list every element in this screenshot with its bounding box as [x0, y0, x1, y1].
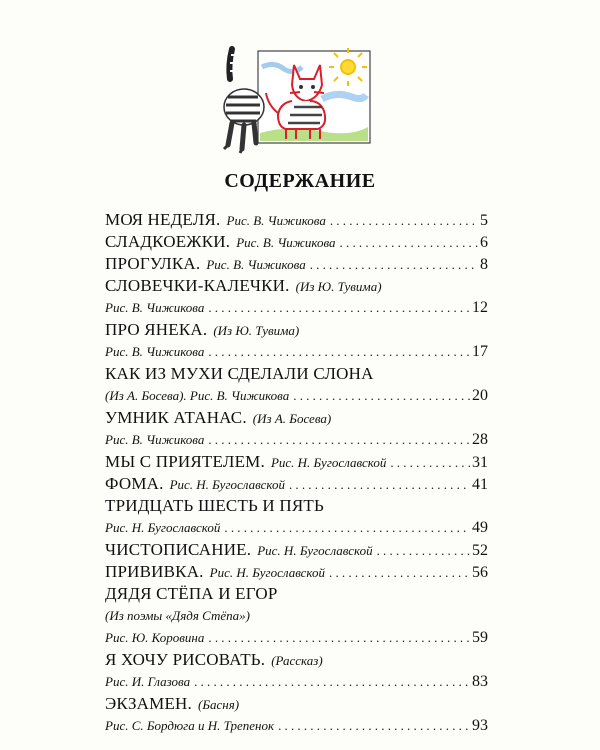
- entry-credit: Рис. Н. Бугославской: [169, 477, 285, 492]
- dot-leader: [194, 671, 470, 693]
- entry-subline: Рис. С. Бордюга и Н. Трепенок: [105, 718, 275, 733]
- entry-title: ПРО ЯНЕКА.: [105, 320, 208, 339]
- entry-title: ЭКЗАМЕН.: [105, 694, 192, 713]
- toc-entry[interactable]: [105, 473, 488, 495]
- toc-line: [105, 231, 488, 253]
- entry-credit: (Из А. Босева): [252, 411, 332, 426]
- toc-entry[interactable]: [105, 693, 488, 737]
- page-number: 20: [472, 387, 488, 404]
- entry-credit: Рис. В. Чижикова: [236, 235, 336, 250]
- entry-subline: Рис. В. Чижикова: [105, 344, 205, 359]
- page-number: 31: [472, 454, 488, 471]
- dot-leader: [390, 452, 470, 473]
- entry-credit: Рис. Н. Бугославской: [257, 543, 373, 558]
- page-number: 93: [472, 717, 488, 734]
- entry-title: ФОМА.: [105, 474, 164, 493]
- entry-title: Я ХОЧУ РИСОВАТЬ.: [105, 650, 266, 669]
- toc-line: [105, 429, 488, 451]
- page-number: 59: [472, 629, 488, 646]
- page-number: 49: [472, 519, 488, 536]
- page-number: 6: [480, 234, 488, 251]
- entry-credit: Рис. В. Чижикова: [206, 257, 306, 272]
- toc-entry[interactable]: [105, 495, 488, 539]
- dot-leader: [224, 517, 470, 539]
- entry-title: СЛАДКОЕЖКИ.: [105, 232, 231, 251]
- toc-line: [105, 275, 488, 297]
- entry-credit: (Из Ю. Тувима): [213, 323, 300, 338]
- entry-credit: (Из Ю. Тувима): [295, 279, 382, 294]
- toc-line: [105, 495, 488, 517]
- entry-title: ПРОГУЛКА.: [105, 254, 201, 273]
- dot-leader: [208, 627, 470, 649]
- toc-line: [105, 583, 488, 605]
- entry-subline: (Из А. Босева). Рис. В. Чижикова: [105, 388, 290, 403]
- entry-subline: Рис. В. Чижикова: [105, 300, 205, 315]
- dot-leader: [330, 210, 478, 231]
- toc-line: [105, 451, 488, 473]
- dot-leader: [208, 297, 470, 319]
- toc-line: [105, 385, 488, 407]
- dot-leader: [289, 474, 470, 495]
- entry-subline: Рис. Ю. Коровина: [105, 630, 205, 645]
- page-number: 12: [472, 299, 488, 316]
- entry-credit: Рис. Н. Бугославской: [270, 455, 387, 470]
- entry-subline: Рис. В. Чижикова: [105, 432, 205, 447]
- entry-title: КАК ИЗ МУХИ СДЕЛАЛИ СЛОНА: [105, 364, 374, 383]
- toc-entry[interactable]: [105, 583, 488, 649]
- page-number: 83: [472, 673, 488, 690]
- page-number: 52: [472, 542, 488, 559]
- toc-line: [105, 561, 488, 583]
- dot-leader: [340, 232, 478, 253]
- dot-leader: [293, 385, 470, 407]
- toc-entry[interactable]: [105, 209, 488, 231]
- toc-line: [105, 605, 488, 627]
- contents-title: СОДЕРЖАНИЕ: [224, 170, 376, 192]
- entry-title: СЛОВЕЧКИ-КАЛЕЧКИ.: [105, 276, 290, 295]
- cat-drawing-illustration: [210, 45, 375, 160]
- entry-title: ДЯДЯ СТЁПА И ЕГОР: [105, 584, 278, 603]
- entry-subline: Рис. И. Глазова: [105, 674, 191, 689]
- entry-credit: Рис. В. Чижикова: [226, 213, 326, 228]
- toc-entry[interactable]: [105, 451, 488, 473]
- toc-entry[interactable]: [105, 561, 488, 583]
- toc-line: [105, 341, 488, 363]
- toc-line: [105, 671, 488, 693]
- entry-subline: Рис. Н. Бугославской: [105, 520, 221, 535]
- toc-line: [105, 715, 488, 737]
- entry-title: МЫ С ПРИЯТЕЛЕМ.: [105, 452, 265, 471]
- toc-line: [105, 363, 488, 385]
- page-number: 5: [480, 212, 488, 229]
- toc-entry[interactable]: [105, 253, 488, 275]
- toc-entry[interactable]: [105, 407, 488, 451]
- toc-line: [105, 649, 488, 671]
- toc-line: [105, 209, 488, 231]
- toc-line: [105, 407, 488, 429]
- toc-line: [105, 473, 488, 495]
- toc-entry[interactable]: [105, 363, 488, 407]
- toc-line: [105, 253, 488, 275]
- entry-credit: (Басня): [197, 697, 240, 712]
- dot-leader: [329, 562, 470, 583]
- entry-credit: Рис. Н. Бугославской: [209, 565, 326, 580]
- page-number: 41: [472, 476, 488, 493]
- toc-entry[interactable]: [105, 539, 488, 561]
- toc-line: [105, 297, 488, 319]
- table-of-contents: [105, 209, 488, 737]
- dot-leader: [208, 341, 470, 363]
- toc-entry[interactable]: [105, 231, 488, 253]
- page-number: 28: [472, 431, 488, 448]
- page-number: 56: [472, 564, 488, 581]
- entry-title: УМНИК АТАНАС.: [105, 408, 247, 427]
- dot-leader: [278, 715, 470, 737]
- page-number: 8: [480, 256, 488, 273]
- entry-credit: (Рассказ): [271, 653, 323, 668]
- toc-line: [105, 693, 488, 715]
- toc-line: [105, 539, 488, 561]
- dot-leader: [310, 254, 478, 275]
- entry-title: ТРИДЦАТЬ ШЕСТЬ И ПЯТЬ: [105, 496, 324, 515]
- entry-title: ЧИСТОПИСАНИЕ.: [105, 540, 252, 559]
- toc-entry[interactable]: [105, 319, 488, 363]
- toc-line: [105, 517, 488, 539]
- dot-leader: [208, 429, 470, 451]
- toc-entry[interactable]: [105, 275, 488, 319]
- toc-line: [105, 627, 488, 649]
- entry-title: ПРИВИВКА.: [105, 562, 204, 581]
- dot-leader: [377, 540, 470, 561]
- entry-subline: (Из поэмы «Дядя Стёпа»): [105, 608, 250, 623]
- entry-title: МОЯ НЕДЕЛЯ.: [105, 210, 221, 229]
- toc-entry[interactable]: [105, 649, 488, 693]
- page-number: 17: [472, 343, 488, 360]
- toc-line: [105, 319, 488, 341]
